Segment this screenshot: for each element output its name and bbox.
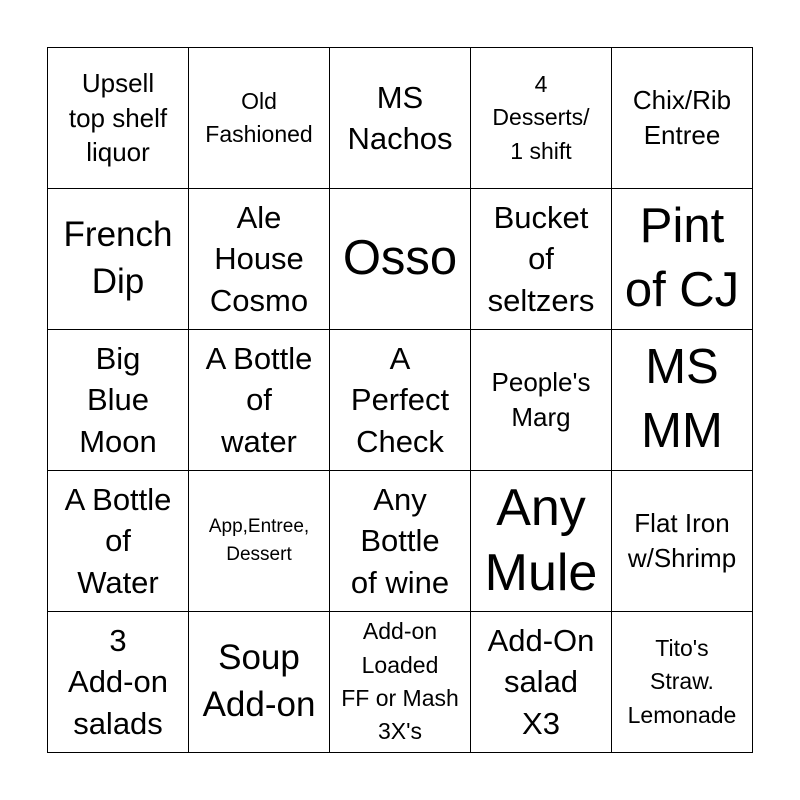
cell-label: Any Mule	[484, 479, 598, 602]
bingo-cell[interactable]	[48, 48, 189, 189]
cell-label: A Bottle of water	[205, 341, 313, 459]
cell-label: Old Fashioned	[205, 87, 313, 147]
cell-label: Ale House Cosmo	[209, 200, 309, 318]
cell-label: Pint of CJ	[624, 199, 740, 317]
cell-label: Chix/Rib Entree	[632, 85, 732, 150]
cell-label: MS MM	[641, 340, 723, 458]
bingo-cell[interactable]	[330, 189, 471, 330]
bingo-cell[interactable]	[330, 48, 471, 189]
cell-label: Flat Iron w/Shrimp	[627, 508, 737, 573]
bingo-board	[47, 47, 753, 753]
cell-label: MS Nachos	[347, 79, 453, 156]
bingo-cell[interactable]	[612, 48, 753, 189]
bingo-cell[interactable]	[471, 330, 612, 471]
cell-label: Any Bottle of wine	[350, 482, 450, 600]
cell-label: 4 Desserts/ 1 shift	[492, 70, 590, 164]
bingo-cell[interactable]	[48, 612, 189, 753]
bingo-cell[interactable]	[471, 189, 612, 330]
bingo-cell[interactable]	[189, 471, 330, 612]
bingo-cell[interactable]	[612, 471, 753, 612]
bingo-cell[interactable]	[189, 48, 330, 189]
cell-label: People's Marg	[491, 367, 591, 432]
bingo-cell[interactable]	[48, 330, 189, 471]
cell-label: Tito's Straw. Lemonade	[627, 634, 737, 728]
bingo-cell[interactable]	[330, 612, 471, 753]
cell-label: App,Entree, Dessert	[208, 516, 310, 565]
cell-label: Bucket of seltzers	[487, 200, 595, 318]
cell-label: A Bottle of Water	[64, 482, 172, 600]
bingo-cell[interactable]	[189, 189, 330, 330]
bingo-cell[interactable]	[48, 471, 189, 612]
cell-label: Soup Add-on	[202, 638, 316, 724]
bingo-cell[interactable]	[330, 471, 471, 612]
bingo-cell[interactable]	[612, 330, 753, 471]
bingo-cell[interactable]	[612, 612, 753, 753]
cell-label: Upsell top shelf liquor	[68, 68, 168, 168]
bingo-cell[interactable]	[612, 189, 753, 330]
bingo-cell[interactable]	[471, 48, 612, 189]
bingo-cell[interactable]	[471, 471, 612, 612]
bingo-cell[interactable]	[330, 330, 471, 471]
cell-label: French Dip	[63, 215, 173, 301]
cell-label: Add-On salad X3	[487, 623, 595, 741]
bingo-cell[interactable]	[189, 612, 330, 753]
bingo-cell[interactable]	[48, 189, 189, 330]
cell-label: A Perfect Check	[350, 341, 450, 459]
bingo-cell[interactable]	[189, 330, 330, 471]
cell-label: Osso	[342, 231, 458, 286]
cell-label: Add-on Loaded FF or Mash 3X's	[341, 618, 459, 745]
cell-label: 3 Add-on salads	[68, 623, 168, 741]
cell-label: Big Blue Moon	[79, 341, 157, 459]
bingo-cell[interactable]	[471, 612, 612, 753]
